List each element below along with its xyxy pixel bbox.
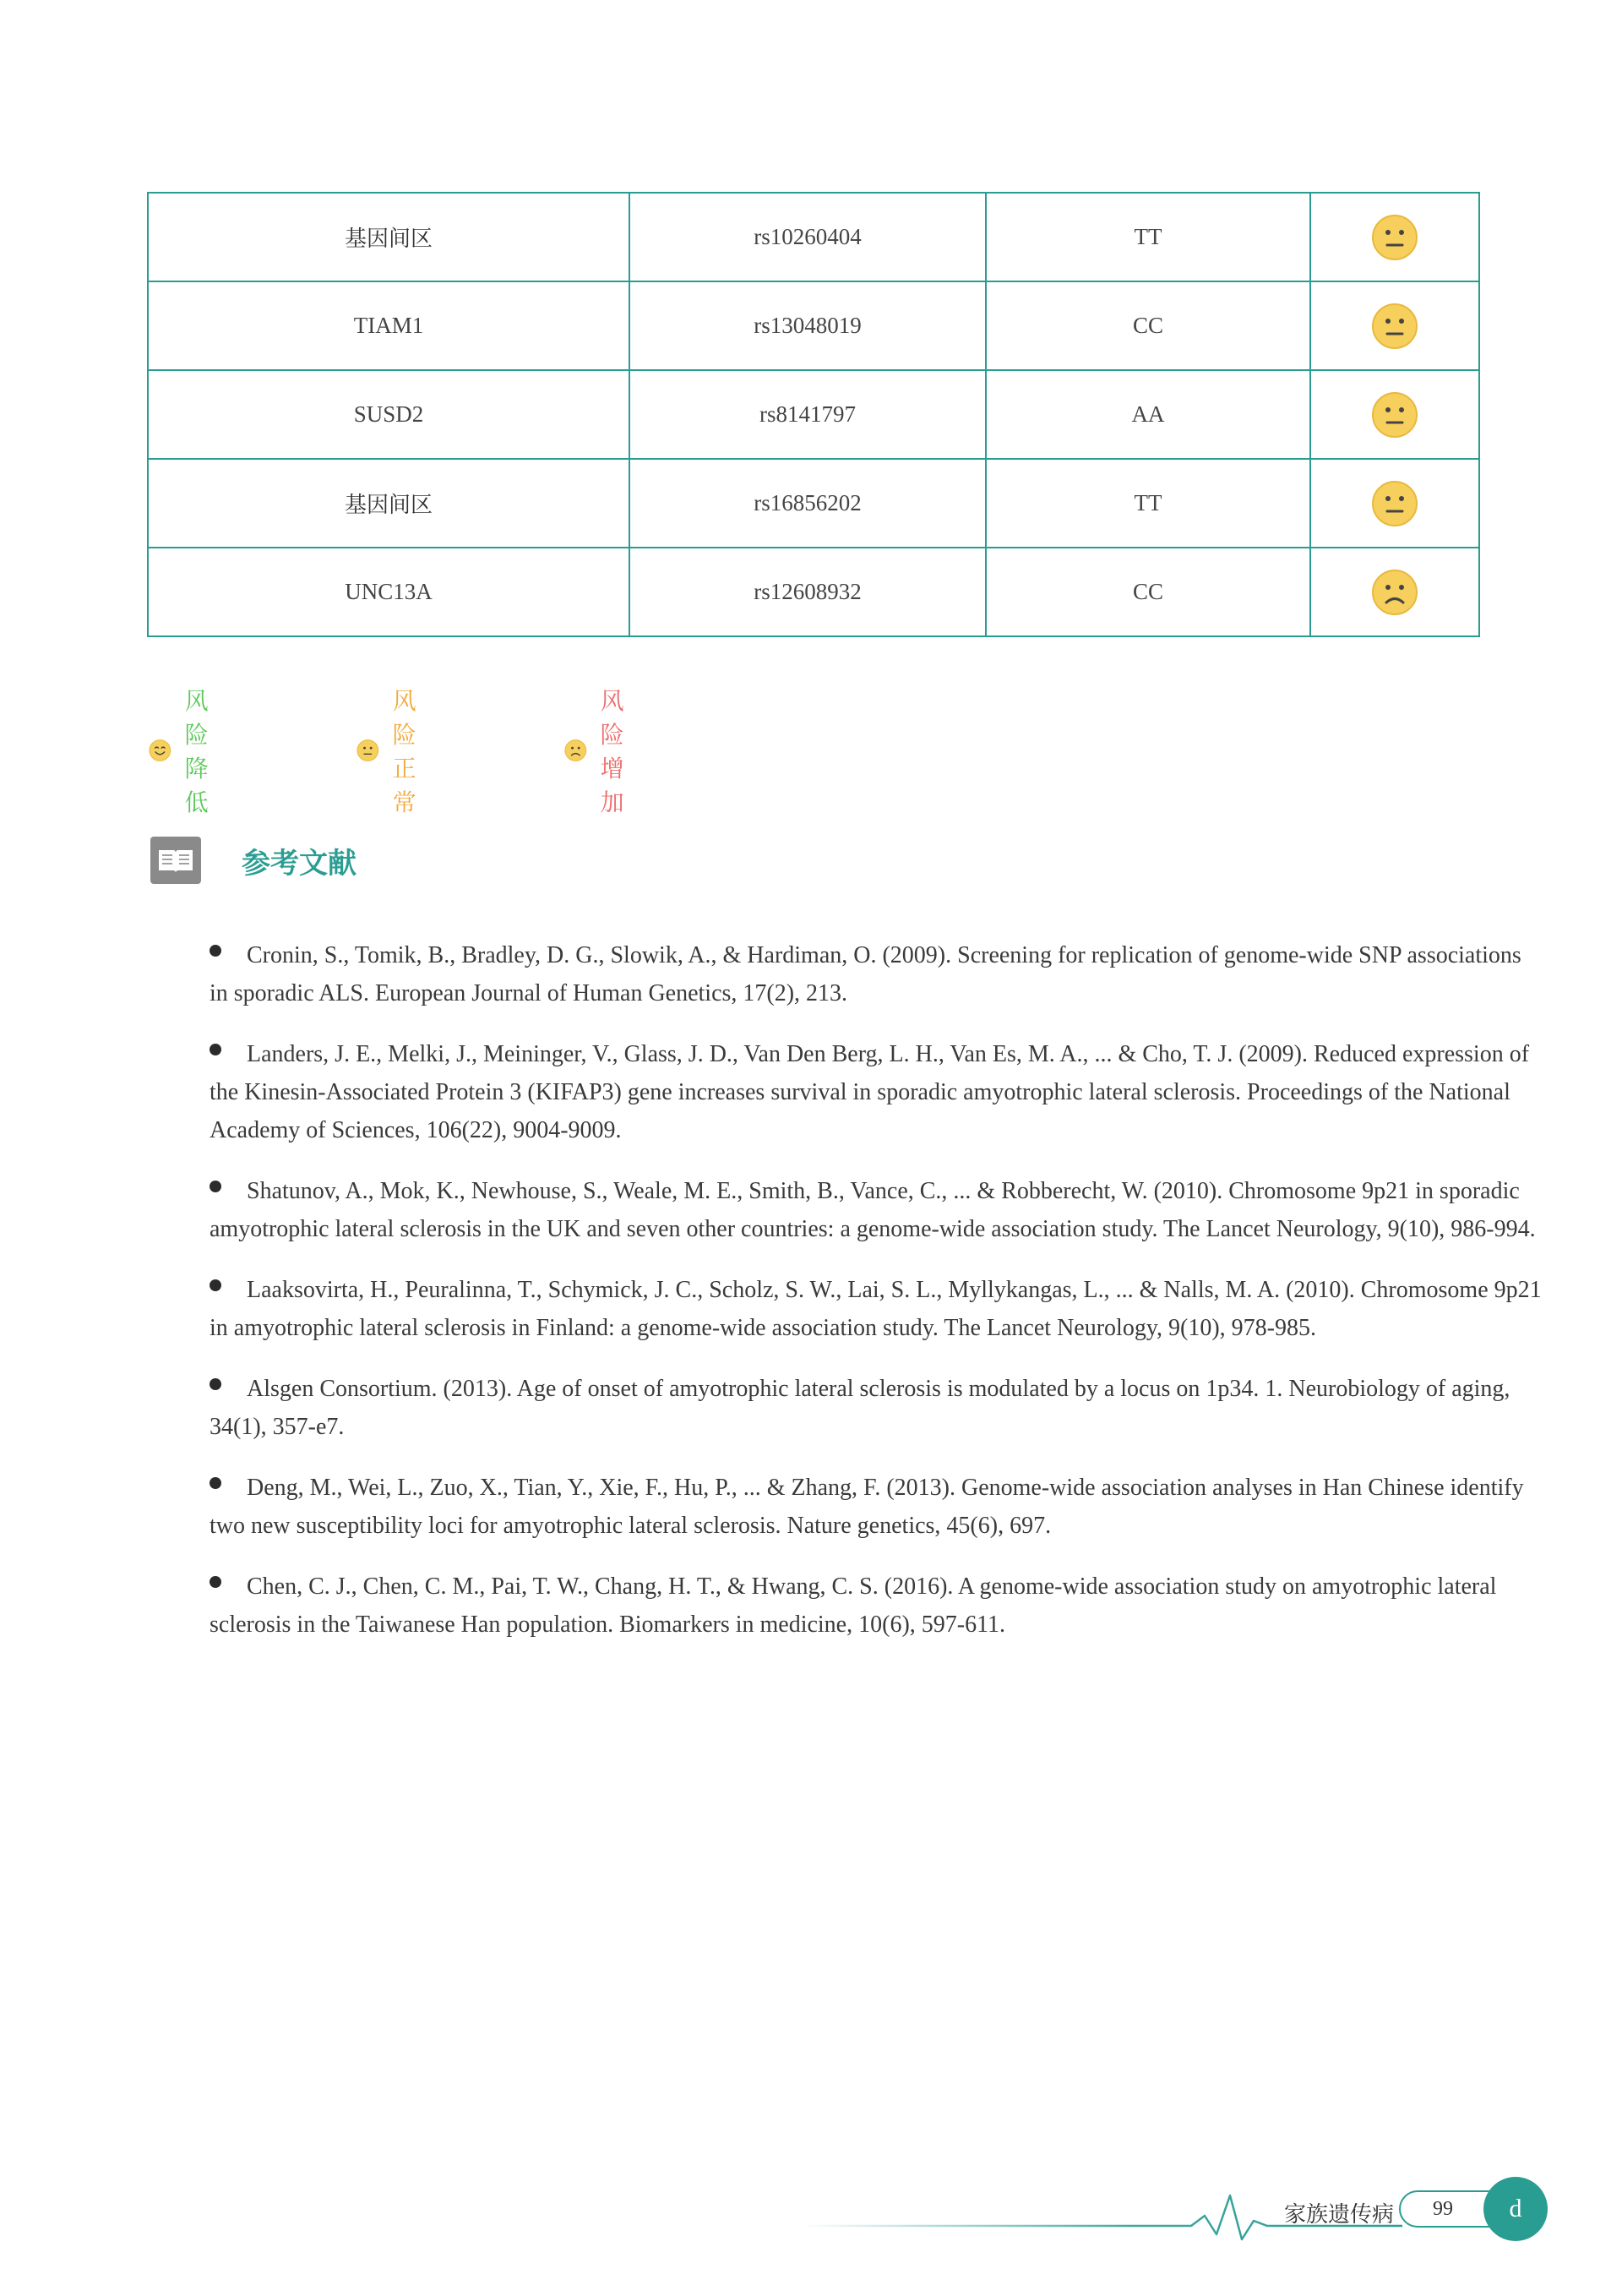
page-number: 99 <box>1399 2190 1509 2228</box>
gene-cell: SUSD2 <box>148 370 629 459</box>
book-icon <box>150 837 201 884</box>
neutral-face-icon <box>1371 214 1418 261</box>
table-row <box>148 193 1479 281</box>
legend-normal-label: 风险正常 <box>392 687 416 816</box>
gene-cell: TIAM1 <box>148 281 629 370</box>
sad-face-icon <box>1371 569 1418 616</box>
list-item: Landers, J. E., Melki, J., Meininger, V., Glass, J. D., Van Den Berg, L. H., Van Es, M. A., ... & Cho, T. J. (2009). Reduced expression of the Kinesin-Associated Protein 3 (KIFAP3) gene increases survival in sporadic amyotrophic lateral sclerosis. Proceedings of the National Academy of Sciences, 106(22), 9004-9009. <box>210 1035 1544 1149</box>
table-row <box>148 548 1479 636</box>
smile-face-icon <box>149 728 171 773</box>
genotype-table <box>147 192 1480 637</box>
table-row <box>148 459 1479 548</box>
gene-cell: UNC13A <box>148 548 629 636</box>
rsid-cell: rs10260404 <box>629 193 986 281</box>
legend-increased <box>564 683 647 818</box>
table-row <box>148 370 1479 459</box>
list-item: Chen, C. J., Chen, C. M., Pai, T. W., Chang, H. T., & Hwang, C. S. (2016). A genome-wide association study on amyotrophic lateral sclerosis in the Taiwanese Han population. Biomarkers in medicine, 10(6), 597-611. <box>210 1568 1544 1644</box>
rsid-cell: rs8141797 <box>629 370 986 459</box>
rsid-cell: rs16856202 <box>629 459 986 548</box>
risk-cell <box>1310 193 1479 281</box>
genotype-cell: AA <box>986 370 1310 459</box>
sad-face-icon <box>564 728 587 773</box>
legend-normal <box>357 683 439 818</box>
gene-cell: 基因间区 <box>148 193 629 281</box>
reference-list <box>210 936 1544 1666</box>
neutral-face-icon <box>1371 480 1418 527</box>
genotype-cell: CC <box>986 281 1310 370</box>
rsid-cell: rs12608932 <box>629 548 986 636</box>
list-item: Alsgen Consortium. (2013). Age of onset of amyotrophic lateral sclerosis is modulated by a locus on 1p34. 1. Neurobiology of aging, 34(1), 357-e7. <box>210 1370 1544 1446</box>
references-title: 参考文献 <box>242 846 357 881</box>
gene-cell: 基因间区 <box>148 459 629 548</box>
references-heading <box>150 837 357 884</box>
list-item: Cronin, S., Tomik, B., Bradley, D. G., Slowik, A., & Hardiman, O. (2009). Screening for replication of genome-wide SNP associations in sporadic ALS. European Journal of Human Genetics, 17(2), 213. <box>210 936 1544 1012</box>
rsid-cell: rs13048019 <box>629 281 986 370</box>
risk-cell <box>1310 459 1479 548</box>
genotype-cell: TT <box>986 193 1310 281</box>
footer-section-label: 家族遗传病 <box>1284 2202 1395 2228</box>
legend-reduced-label: 风险降低 <box>184 687 209 816</box>
neutral-face-icon <box>1371 391 1418 439</box>
risk-cell <box>1310 548 1479 636</box>
legend-increased-label: 风险增加 <box>600 687 624 816</box>
risk-cell <box>1310 281 1479 370</box>
legend-reduced <box>149 683 231 818</box>
genotype-cell: TT <box>986 459 1310 548</box>
neutral-face-icon <box>1371 303 1418 350</box>
page-badge: d <box>1483 2177 1548 2241</box>
list-item: Laaksovirta, H., Peuralinna, T., Schymick, J. C., Scholz, S. W., Lai, S. L., Myllykangas, L., ... & Nalls, M. A. (2010). Chromosome 9p21 in amyotrophic lateral sclerosis in Finland: a genome-wide association study. The Lancet Neurology, 9(10), 978-985. <box>210 1271 1544 1347</box>
list-item: Shatunov, A., Mok, K., Newhouse, S., Weale, M. E., Smith, B., Vance, C., ... & Robberecht, W. (2010). Chromosome 9p21 in sporadic amyotrophic lateral sclerosis in the UK and seven other countries: a genome-wide association study. The Lancet Neurology, 9(10), 986-994. <box>210 1172 1544 1248</box>
genotype-cell: CC <box>986 548 1310 636</box>
table-row <box>148 281 1479 370</box>
neutral-face-icon <box>357 728 379 773</box>
risk-cell <box>1310 370 1479 459</box>
list-item: Deng, M., Wei, L., Zuo, X., Tian, Y., Xie, F., Hu, P., ... & Zhang, F. (2013). Genome-wide association analyses in Han Chinese identify two new susceptibility loci for amyotrophic lateral sclerosis. Nature genetics, 45(6), 697. <box>210 1469 1544 1545</box>
